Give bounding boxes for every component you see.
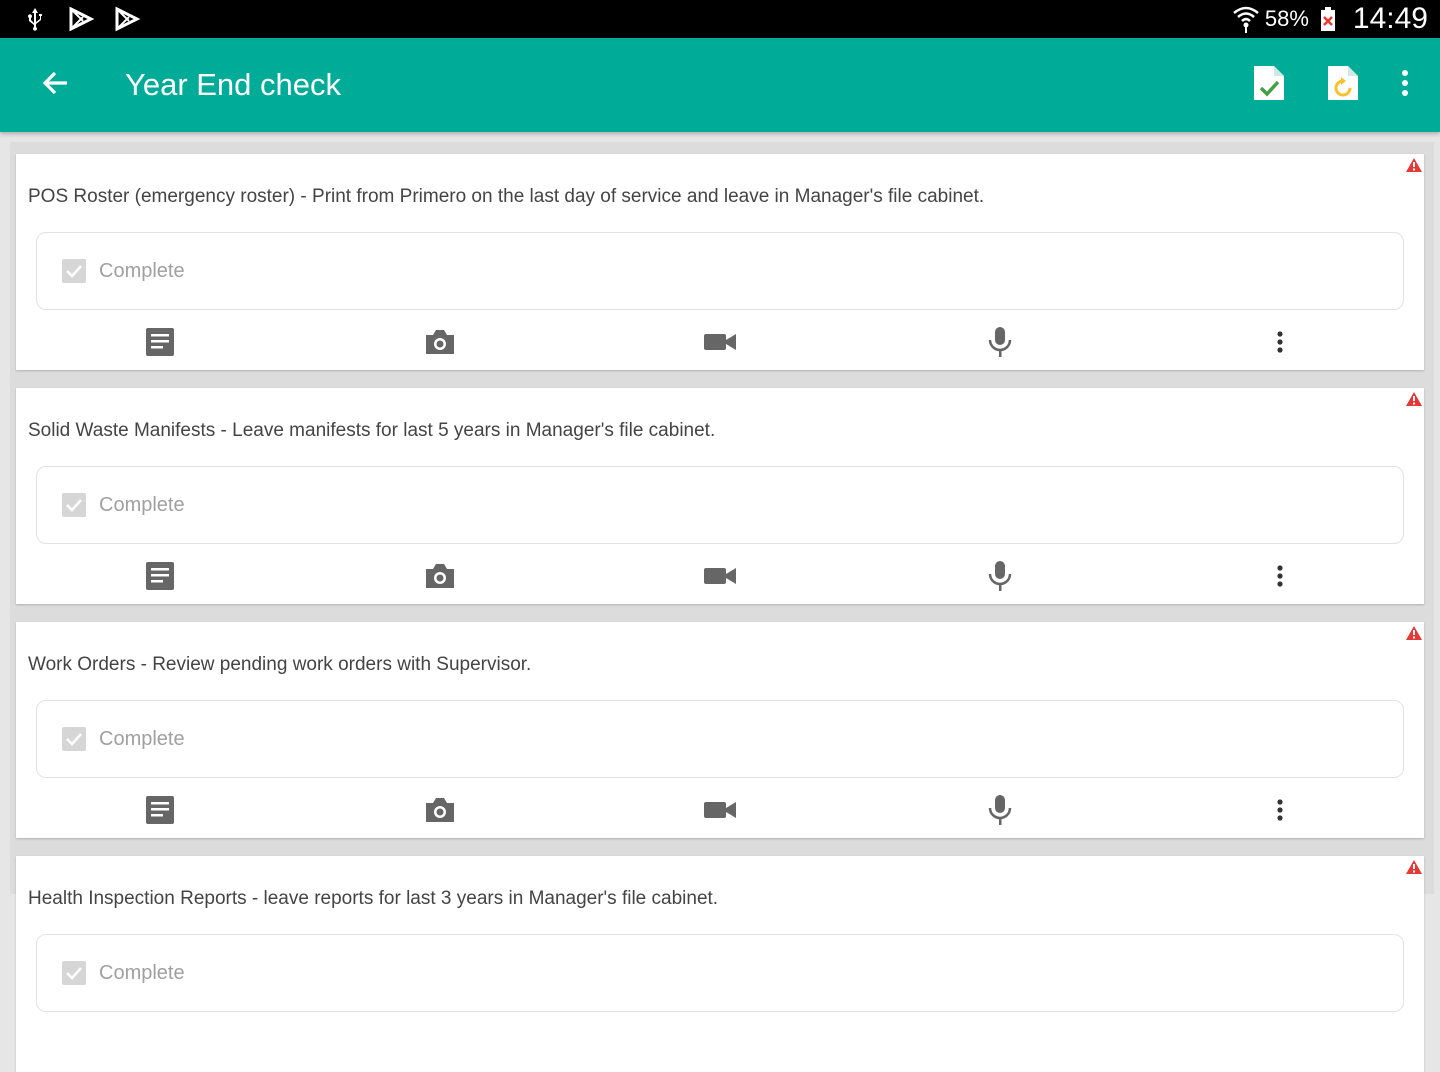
video-icon bbox=[703, 565, 737, 592]
status-bar-left bbox=[0, 6, 140, 32]
camera-icon bbox=[424, 796, 456, 829]
item-toolbar bbox=[16, 322, 1424, 366]
camera-icon bbox=[424, 328, 456, 361]
complete-checkbox[interactable] bbox=[62, 961, 86, 985]
checklist-item bbox=[16, 154, 1424, 370]
checklist[interactable] bbox=[10, 142, 1434, 984]
add-photo-button[interactable] bbox=[416, 322, 464, 366]
checklist-item bbox=[16, 622, 1424, 838]
item-toolbar bbox=[16, 556, 1424, 600]
add-audio-button[interactable] bbox=[976, 790, 1024, 834]
more-options-button[interactable] bbox=[1256, 790, 1304, 834]
complete-label: Complete bbox=[99, 727, 185, 750]
back-button[interactable] bbox=[0, 38, 110, 132]
note-icon bbox=[144, 560, 176, 597]
checklist-item-title: Health Inspection Reports - leave reports for last 3 years in Manager's file cabinet. bbox=[28, 888, 719, 909]
checklist-item-title: Solid Waste Manifests - Leave manifests for last 5 years in Manager's file cabinet. bbox=[28, 420, 716, 441]
complete-label: Complete bbox=[99, 493, 185, 516]
reload-check-button[interactable] bbox=[1326, 64, 1360, 107]
overflow-menu-icon bbox=[1400, 69, 1410, 102]
more-options-button[interactable] bbox=[1256, 556, 1304, 600]
camera-icon bbox=[424, 562, 456, 595]
warning-icon bbox=[1406, 158, 1422, 177]
complete-checkbox-field[interactable] bbox=[36, 934, 1404, 1012]
add-note-button[interactable] bbox=[136, 556, 184, 600]
add-audio-button[interactable] bbox=[976, 556, 1024, 600]
complete-checkbox-field[interactable] bbox=[36, 466, 1404, 544]
usb-icon bbox=[22, 6, 48, 32]
complete-label: Complete bbox=[99, 961, 185, 984]
complete-checkbox[interactable] bbox=[62, 727, 86, 751]
video-icon bbox=[703, 799, 737, 826]
clock: 14:49 bbox=[1352, 2, 1428, 35]
submit-check-button[interactable] bbox=[1252, 64, 1286, 107]
add-photo-button[interactable] bbox=[416, 790, 464, 834]
complete-checkbox[interactable] bbox=[62, 493, 86, 517]
wifi-icon bbox=[1233, 6, 1259, 32]
microphone-icon bbox=[987, 560, 1013, 597]
status-bar bbox=[0, 0, 1440, 38]
add-video-button[interactable] bbox=[696, 556, 744, 600]
play-store-icon bbox=[68, 6, 94, 32]
checklist-item bbox=[16, 856, 1424, 1072]
complete-checkbox-field[interactable] bbox=[36, 232, 1404, 310]
document-refresh-icon bbox=[1326, 64, 1360, 107]
more-icon bbox=[1276, 564, 1284, 593]
microphone-icon bbox=[987, 794, 1013, 831]
complete-checkbox-field[interactable] bbox=[36, 700, 1404, 778]
note-icon bbox=[144, 794, 176, 831]
app-bar bbox=[0, 38, 1440, 132]
add-note-button[interactable] bbox=[136, 322, 184, 366]
add-photo-button[interactable] bbox=[416, 556, 464, 600]
complete-checkbox[interactable] bbox=[62, 259, 86, 283]
microphone-icon bbox=[987, 326, 1013, 363]
checklist-item bbox=[16, 388, 1424, 604]
note-icon bbox=[144, 326, 176, 363]
add-video-button[interactable] bbox=[696, 790, 744, 834]
more-options-button[interactable] bbox=[1256, 322, 1304, 366]
more-icon bbox=[1276, 330, 1284, 359]
page-title: Year End check bbox=[125, 67, 342, 102]
more-icon bbox=[1276, 798, 1284, 827]
add-video-button[interactable] bbox=[696, 322, 744, 366]
status-bar-right bbox=[1233, 2, 1440, 36]
complete-label: Complete bbox=[99, 259, 185, 282]
item-toolbar bbox=[16, 790, 1424, 834]
battery-percent: 58% bbox=[1264, 6, 1309, 31]
arrow-left-icon bbox=[41, 69, 69, 102]
warning-icon bbox=[1406, 392, 1422, 411]
document-check-icon bbox=[1252, 64, 1286, 107]
checklist-item-title: Work Orders - Review pending work orders with Supervisor. bbox=[28, 654, 532, 675]
warning-icon bbox=[1406, 626, 1422, 645]
add-note-button[interactable] bbox=[136, 790, 184, 834]
video-icon bbox=[703, 331, 737, 358]
battery-icon bbox=[1315, 6, 1341, 32]
checklist-item-title: POS Roster (emergency roster) - Print from Primero on the last day of service and leave in Manager's file cabinet. bbox=[28, 186, 985, 207]
overflow-menu-button[interactable] bbox=[1400, 69, 1410, 102]
warning-icon bbox=[1406, 860, 1422, 879]
play-store-icon-2 bbox=[114, 6, 140, 32]
app-bar-actions bbox=[1252, 64, 1440, 107]
add-audio-button[interactable] bbox=[976, 322, 1024, 366]
